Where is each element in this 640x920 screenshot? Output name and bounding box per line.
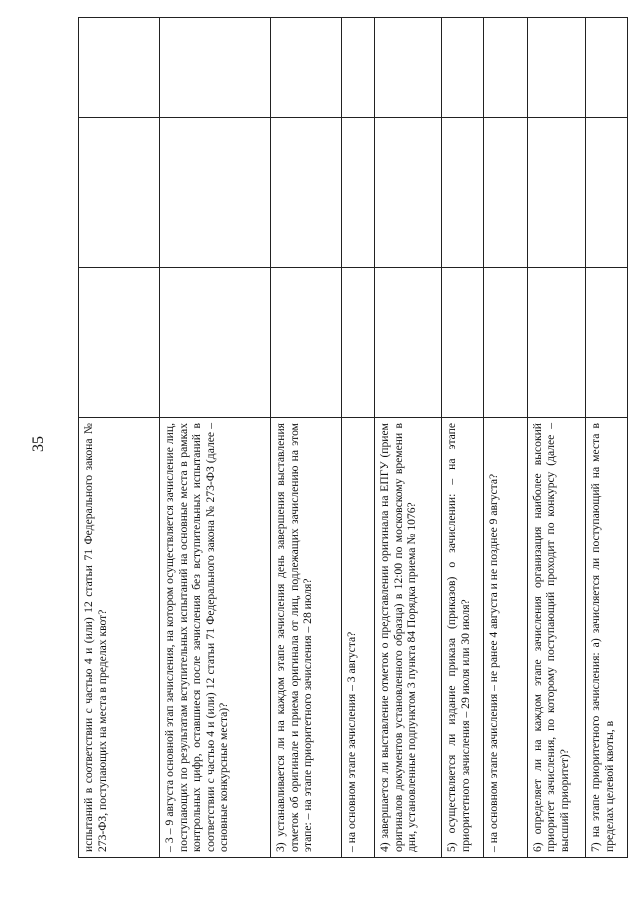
table-row bbox=[375, 18, 442, 858]
answer-cell bbox=[271, 118, 342, 268]
question-cell: – на основном этапе зачисления – не ранее 4 августа и не позднее 9 августа? bbox=[483, 418, 527, 858]
table-row bbox=[586, 18, 628, 858]
table-row bbox=[483, 18, 527, 858]
answer-cell bbox=[586, 18, 628, 118]
answer-cell bbox=[160, 18, 271, 118]
answer-cell bbox=[527, 18, 585, 118]
table-row bbox=[271, 18, 342, 858]
answer-cell bbox=[342, 118, 375, 268]
answer-cell bbox=[442, 268, 484, 418]
question-cell: 4) завершается ли выставление отметок о представлении оригинала на ЕПГУ (прием оригиналов документов установленного образца) в 12:00 по московскому времени в дни, установленные подпунктом 3 пункта 84 Порядка приема № 1076? bbox=[375, 418, 442, 858]
answer-cell bbox=[375, 268, 442, 418]
question-cell: – 3 – 9 августа основной этап зачисления, на котором осуществляется зачисление лиц, поступающих по результатам вступительных испытаний на основные места в рамках контрольных цифр, оставшиеся после зачисления без вступительных испытаний в соответствии с частью 4 и (или) 12 статьи 71 Федерального закона № 273-ФЗ (далее – основные конкурсные места)? bbox=[160, 418, 271, 858]
answer-cell bbox=[586, 118, 628, 268]
answer-cell bbox=[442, 18, 484, 118]
table-row bbox=[442, 18, 484, 858]
answer-cell bbox=[375, 118, 442, 268]
question-cell: 3) устанавливается ли на каждом этапе зачисления день завершения выставления отметок об оригинале и приема оригинала от лиц, подлежащих зачислению на этом этапе: – на этапе приоритетного зачисления – 28 июля? bbox=[271, 418, 342, 858]
question-cell: 6) определяет ли на каждом этапе зачисления организация наиболее высокий приоритет зачисления, по которому поступающий проходит по конкурсу (далее – высший приоритет)? bbox=[527, 418, 585, 858]
answer-cell bbox=[160, 118, 271, 268]
answer-cell bbox=[342, 268, 375, 418]
answer-cell bbox=[160, 268, 271, 418]
table-row bbox=[342, 18, 375, 858]
answer-cell bbox=[79, 18, 160, 118]
page-number: 35 bbox=[30, 436, 47, 452]
answer-cell bbox=[483, 18, 527, 118]
answer-cell bbox=[79, 118, 160, 268]
answer-cell bbox=[375, 18, 442, 118]
question-cell: 5) осуществляется ли издание приказа (приказов) о зачислении: – на этапе приоритетного зачисления – 29 июля или 30 июля? bbox=[442, 418, 484, 858]
answer-cell bbox=[271, 18, 342, 118]
answer-cell bbox=[442, 118, 484, 268]
answer-cell bbox=[527, 118, 585, 268]
answer-cell bbox=[483, 118, 527, 268]
answer-cell bbox=[527, 268, 585, 418]
table-row bbox=[160, 18, 271, 858]
answer-cell bbox=[271, 268, 342, 418]
checklist-table bbox=[78, 17, 628, 858]
question-cell: – на основном этапе зачисления – 3 августа? bbox=[342, 418, 375, 858]
answer-cell bbox=[586, 268, 628, 418]
answer-cell bbox=[79, 268, 160, 418]
answer-cell bbox=[342, 18, 375, 118]
question-cell: испытаний в соответствии с частью 4 и (или) 12 статьи 71 Федерального закона № 273-ФЗ, поступающих на места в пределах квот? bbox=[79, 418, 160, 858]
question-cell: 7) на этапе приоритетного зачисления: а) зачисляется ли поступающий на места в пределах целевой квоты, в bbox=[586, 418, 628, 858]
table-row bbox=[527, 18, 585, 858]
answer-cell bbox=[483, 268, 527, 418]
table-row bbox=[79, 18, 160, 858]
